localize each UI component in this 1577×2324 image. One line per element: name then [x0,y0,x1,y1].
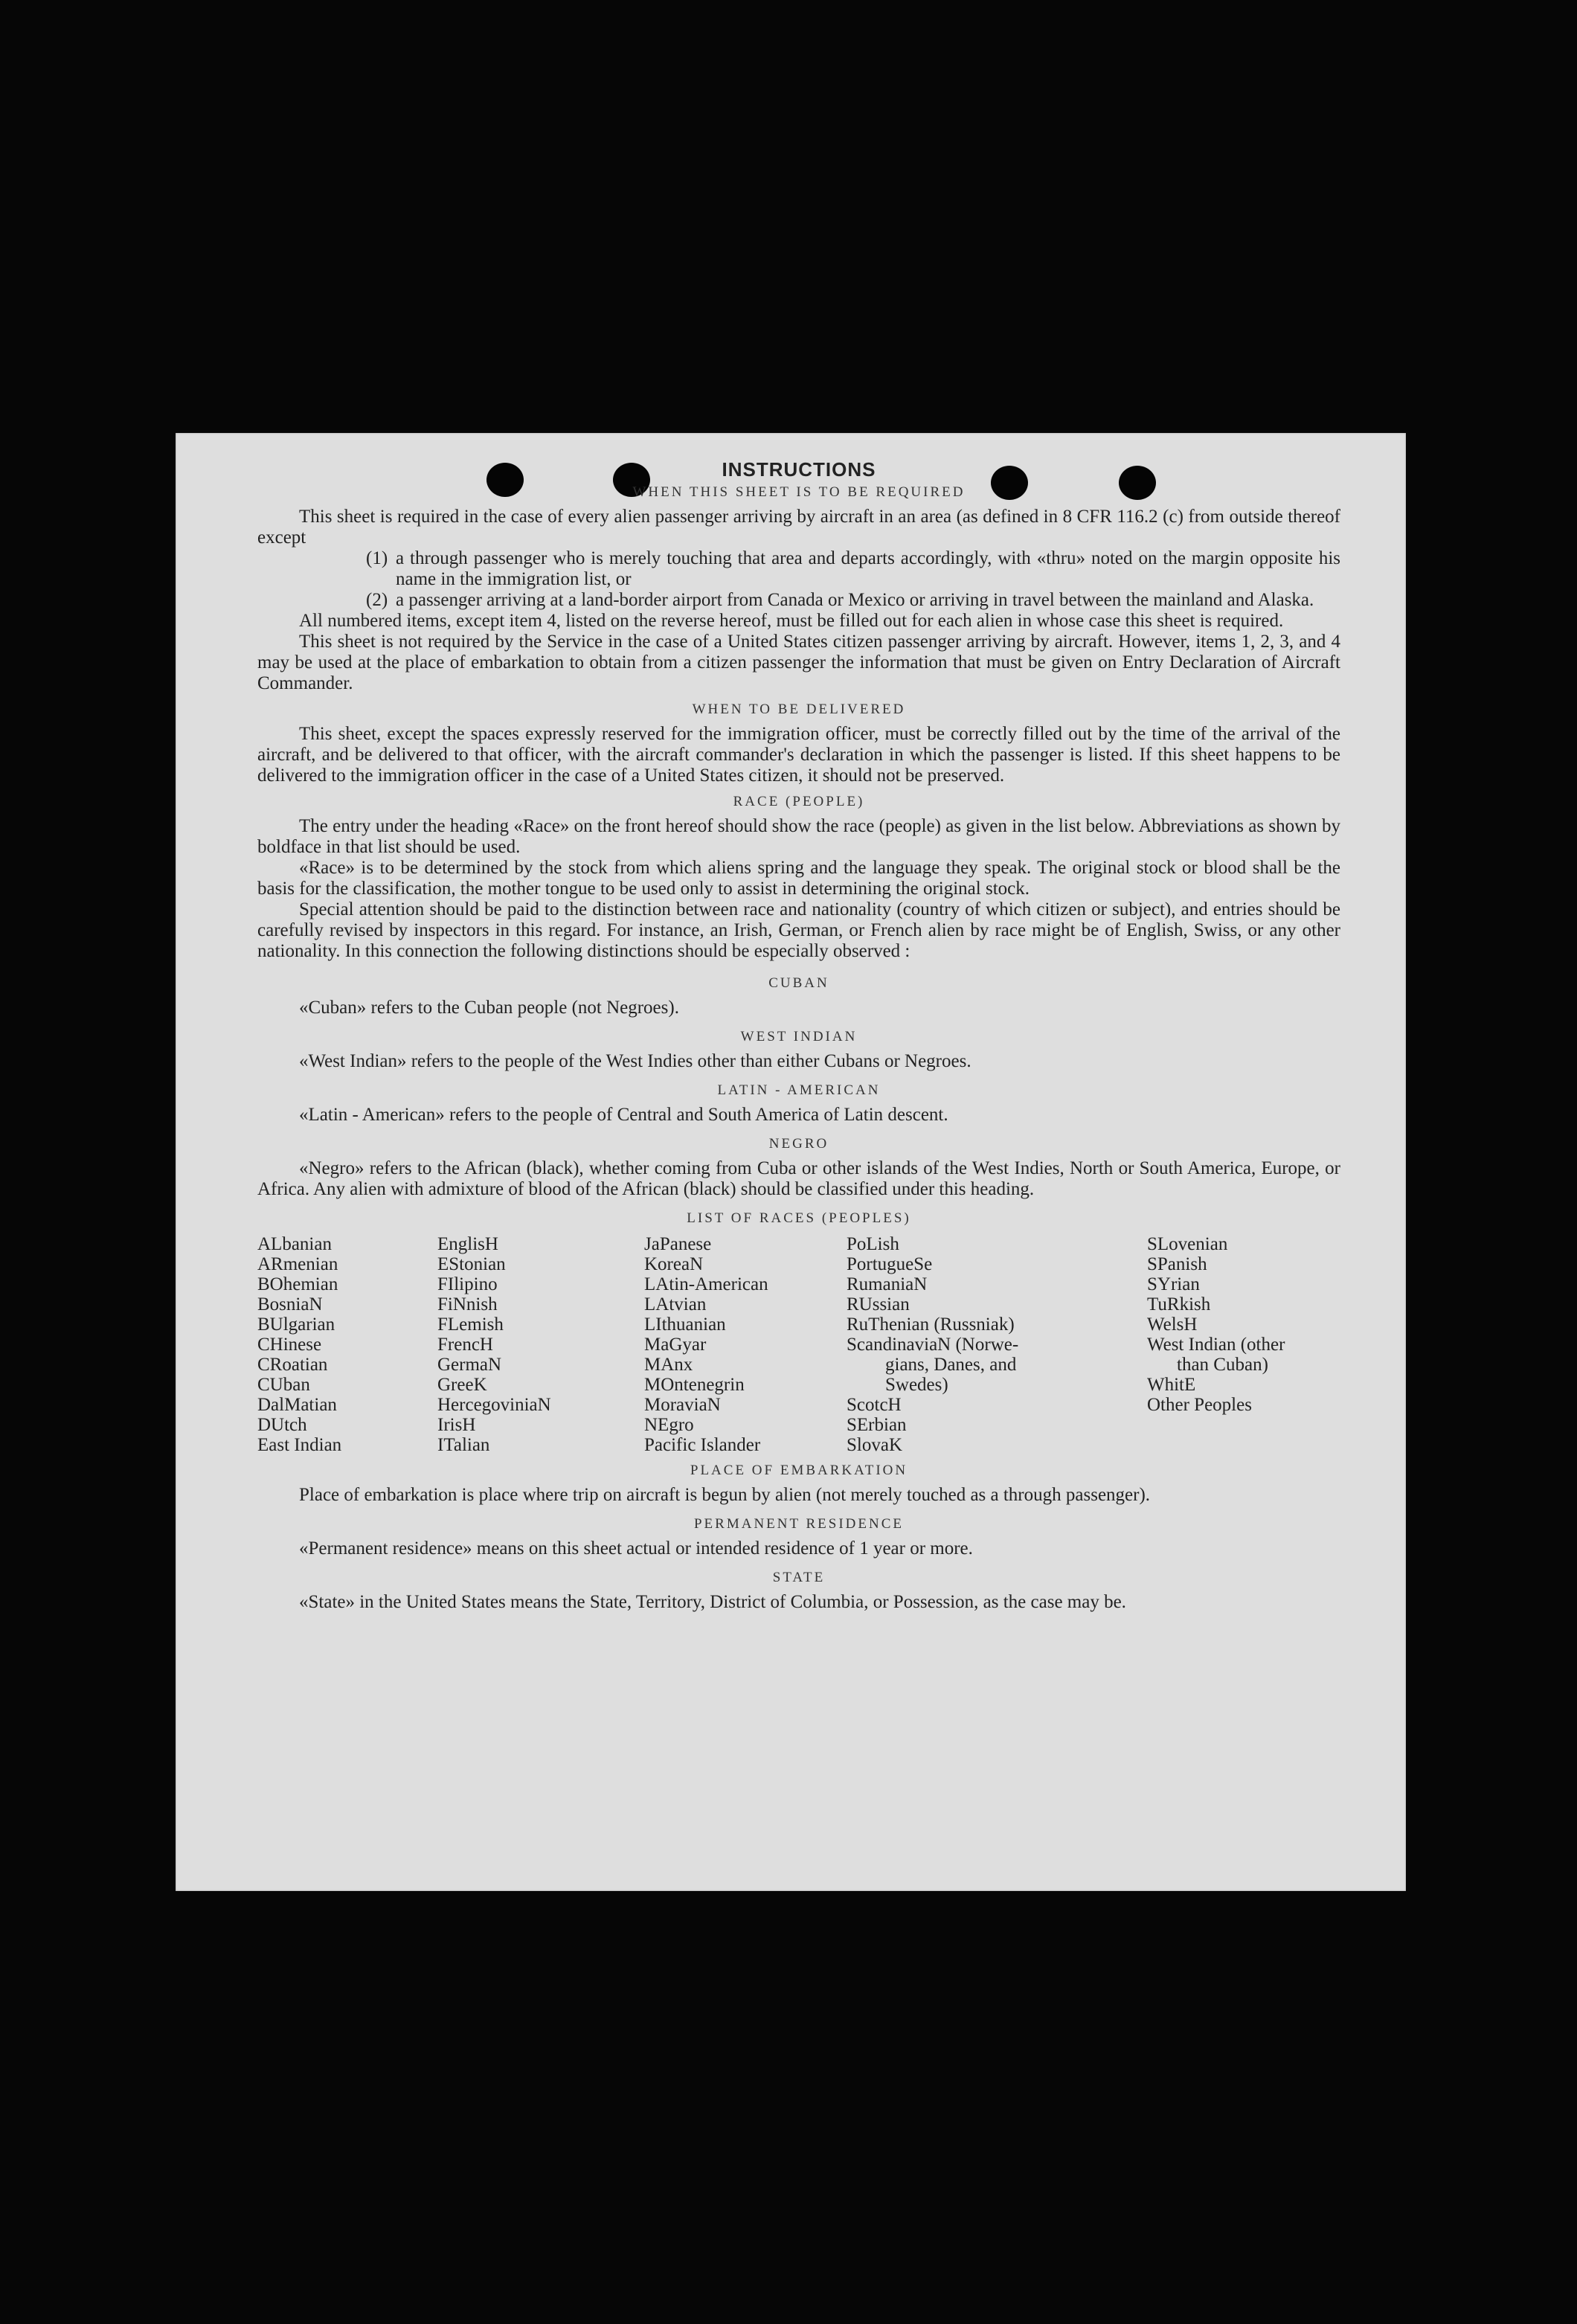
race-entry: HercegoviniaN [437,1395,551,1415]
cuban-definition: «Cuban» refers to the Cuban people (not Negroes). [299,998,679,1018]
latin-american-definition: «Latin - American» refers to the people of Central and South America of Latin descent. [299,1105,948,1125]
section-heading-cuban: CUBAN [768,975,829,991]
item-text: a through passenger who is merely touching that area and departs accordingly, with «thru» noted on the margin opposite his name in the immigration list, or [396,548,1340,589]
race-entry: LIthuanian [644,1315,726,1335]
race-entry: ITalian [437,1435,490,1455]
exception-item [366,548,1340,590]
race-entry: JaPanese [644,1234,712,1254]
numbered-items-paragraph: All numbered items, except item 4, listed on the reverse hereof, must be filled out for each alien in whose case this sheet is required. [299,611,1284,631]
race-entry: EStonian [437,1254,506,1274]
section-heading-latin-american: LATIN - AMERICAN [717,1082,881,1098]
race-entry: KoreaN [644,1254,704,1274]
race-column [257,1234,437,1455]
delivery-paragraph: This sheet, except the spaces expressly reserved for the immigration officer, must be correctly filled out by the time of the arrival of the aircraft, and be delivered to that officer, with the aircraft commander's declaration in which the passenger is listed. If this sheet happens to be delivered to the immigration officer in the case of a United States citizen, it should not be preserved. [257,724,1340,786]
race-entry: CRoatian [257,1355,328,1375]
item-number: (2) [366,590,388,610]
race-entry: TuRkish [1147,1294,1211,1315]
race-entry: SlovaK [847,1435,902,1455]
section-heading-permanent-residence: PERMANENT RESIDENCE [693,1516,905,1532]
race-column [847,1234,1147,1455]
race-entry: FiNnish [437,1294,498,1315]
race-entry: SErbian [847,1415,907,1435]
race-paragraph-1: The entry under the heading «Race» on the front hereof should show the race (people) as given in the list below. Abbreviations as shown by boldface in that list should be used. [257,816,1340,857]
race-entry: GermaN [437,1355,502,1375]
negro-definition: «Negro» refers to the African (black), whether coming from Cuba or other islands of the West Indies, North or South America, Europe, or Africa. Any alien with admixture of blood of the African (black) should be classified under this heading. [257,1158,1340,1199]
state-definition: «State» in the United States means the State, Territory, District of Columbia, or Possession, as the case may be. [299,1592,1126,1612]
race-entry: Pacific Islander [644,1435,761,1455]
section-heading-state: STATE [772,1570,826,1585]
required-intro: This sheet is required in the case of every alien passenger arriving by aircraft in an area (as defined in 8 CFR 116.2 (c) from outside thereof except [257,507,1340,548]
race-entry: ScotcH [847,1395,902,1415]
race-entry: CUban [257,1375,310,1395]
race-entry: RUssian [847,1294,910,1315]
section-heading-west-indian: WEST INDIAN [740,1029,858,1044]
race-entry: RumaniaN [847,1274,928,1294]
race-paragraph-2: «Race» is to be determined by the stock from which aliens spring and the language they speak. The original stock or blood shall be the basis for the classification, the mother tongue to be used only to assist in determining the original stock. [257,858,1340,899]
race-entry: NEgro [644,1415,694,1435]
race-entry: LAtin-American [644,1274,768,1294]
race-entry: FLemish [437,1315,504,1335]
race-entry: ScandinaviaN (Norwe- [847,1335,1019,1355]
permanent-residence-definition: «Permanent residence» means on this sheet actual or intended residence of 1 year or more. [299,1538,973,1559]
race-entry: CHinese [257,1335,322,1355]
race-entry: DalMatian [257,1395,337,1415]
race-entry: RuThenian (Russniak) [847,1315,1015,1335]
citizen-paragraph: This sheet is not required by the Service in the case of a United States citizen passenger arriving by aircraft. However, items 1, 2, 3, and 4 may be used at the place of embarkation to obtain from a citizen passenger the information that must be given on Entry Declaration of Aircraft Commander. [257,632,1340,693]
exception-item [366,590,1340,611]
race-entry: FrencH [437,1335,493,1355]
race-entry: WelsH [1147,1315,1198,1335]
place-of-embarkation-definition: Place of embarkation is place where trip on aircraft is begun by alien (not merely touched as a through passenger). [299,1485,1151,1505]
race-entry: MAnx [644,1355,693,1375]
west-indian-definition: «West Indian» refers to the people of the West Indies other than either Cubans or Negroes. [299,1051,971,1071]
race-list [257,1234,1340,1455]
item-number: (1) [366,548,388,568]
race-entry: DUtch [257,1415,307,1435]
section-heading-negro: NEGRO [768,1136,829,1152]
instruction-sheet [176,433,1406,1891]
race-entry: MoraviaN [644,1395,721,1415]
race-entry: ALbanian [257,1234,332,1254]
race-entry: BUlgarian [257,1315,335,1335]
race-entry-continued: gians, Danes, and [885,1355,1017,1375]
race-entry: BOhemian [257,1274,338,1294]
race-entry: SPanish [1147,1254,1207,1274]
race-entry-continued: than Cuban) [1177,1355,1268,1375]
item-text: a passenger arriving at a land-border airport from Canada or Mexico or arriving in travel between the mainland and Alaska. [396,590,1314,610]
race-paragraph-3: Special attention should be paid to the distinction between race and nationality (country of which citizen or subject), and entries should be carefully revised by inspectors in this regard. For instance, an Irish, German, or French alien by race might be of English, Swiss, or any other nationality. In this connection the following distinctions should be especially observed : [257,899,1340,961]
section-heading-race: RACE (PEOPLE) [733,794,865,809]
section-heading-when-delivered: WHEN TO BE DELIVERED [692,702,906,717]
race-entry: PortugueSe [847,1254,933,1274]
section-heading-list-of-races: LIST OF RACES (PEOPLES) [687,1210,911,1226]
race-column [437,1234,644,1455]
race-entry: WhitE [1147,1375,1196,1395]
race-entry: Other Peoples [1147,1395,1252,1415]
race-entry: GreeK [437,1375,487,1395]
race-entry: SLovenian [1147,1234,1228,1254]
race-entry: BosniaN [257,1294,323,1315]
race-entry: SYrian [1147,1274,1200,1294]
race-entry: ARmenian [257,1254,338,1274]
race-entry: East Indian [257,1435,342,1455]
section-heading-when-required: WHEN THIS SHEET IS TO BE REQUIRED [632,484,966,500]
race-entry-continued: Swedes) [885,1375,948,1395]
race-entry: FIlipino [437,1274,498,1294]
race-entry: IrisH [437,1415,476,1435]
page-title: INSTRUCTIONS [722,458,876,481]
race-entry: MOntenegrin [644,1375,745,1395]
race-entry: West Indian (other [1147,1335,1285,1355]
race-entry: MaGyar [644,1335,707,1355]
race-column [644,1234,847,1455]
document-body [257,455,1340,1613]
section-heading-place-of-embarkation: PLACE OF EMBARKATION [690,1463,908,1478]
race-entry: LAtvian [644,1294,707,1315]
race-column [1147,1234,1340,1455]
race-entry: PoLish [847,1234,899,1254]
race-entry: EnglisH [437,1234,498,1254]
